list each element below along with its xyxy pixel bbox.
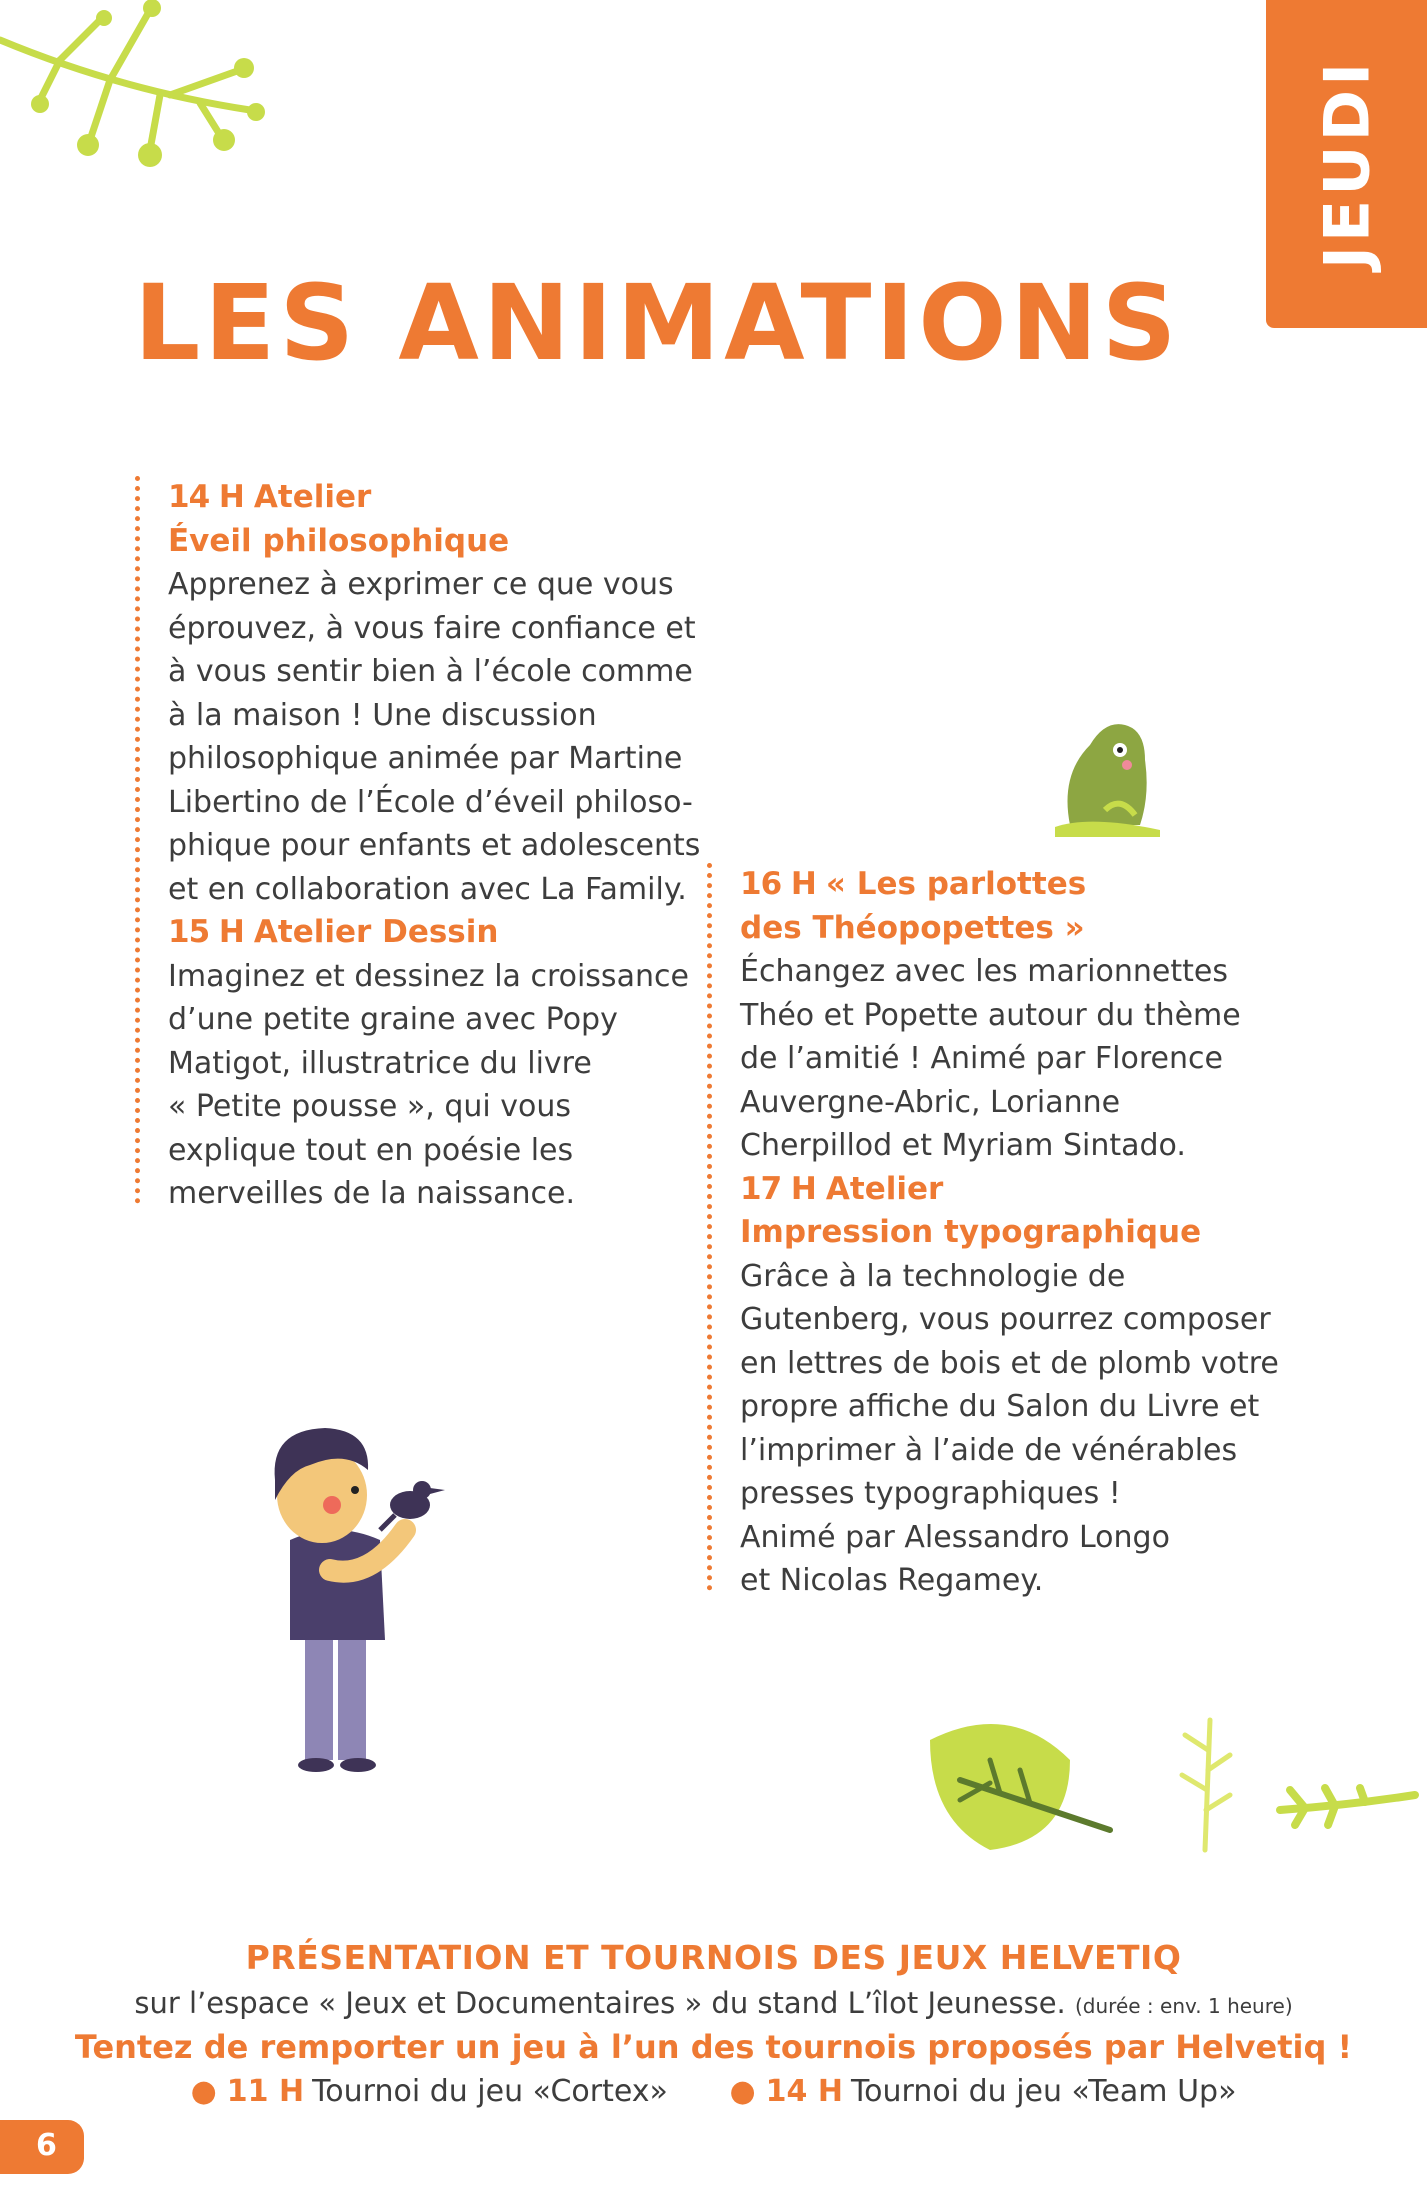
tournament-label: Tournoi du jeu «Cortex» <box>312 2074 668 2109</box>
event-hour: 16 H <box>740 866 816 902</box>
branch-illustration-top-left <box>0 0 280 180</box>
tournament-hour: 11 H <box>226 2074 305 2109</box>
event-title-line: Atelier Dessin <box>253 914 499 950</box>
day-tab <box>1266 0 1427 328</box>
event-title-line: Atelier <box>825 1170 944 1207</box>
frog-illustration <box>1050 715 1165 840</box>
helvetiq-title: PRÉSENTATION ET TOURNOIS DES JEUX HELVETIQ <box>245 1938 1182 1977</box>
event-heading <box>740 1168 1320 1212</box>
event-description: Échangez avec les marionnettes Théo et Popette autour du thème de l’amitié ! Animé par Florence Auvergne-Abric, Lorianne Cherpillod et Myriam Sintado. <box>740 954 1241 1163</box>
event-heading <box>168 911 738 955</box>
event-title-line: des Théopopettes » <box>740 909 1085 946</box>
event-item <box>740 863 1320 1168</box>
tournament-item <box>191 2074 668 2109</box>
event-title-line: Éveil philosophique <box>168 522 510 559</box>
events-column-left <box>135 476 738 1211</box>
helvetiq-location-text: sur l’espace « Jeux et Documentaires » du stand L’îlot Jeunesse. <box>134 1986 1066 2020</box>
boy-with-bird-illustration <box>250 1410 450 1780</box>
leaves-illustration <box>920 1700 1420 1870</box>
bullet-icon: ● <box>190 2074 217 2109</box>
event-hour: 14 H <box>168 479 244 515</box>
events-column-right <box>707 863 1320 1598</box>
event-item <box>168 911 738 1216</box>
bullet-icon: ● <box>729 2074 756 2109</box>
page-title: LES ANIMATIONS <box>134 262 1181 384</box>
event-item <box>168 476 738 911</box>
page-number-tab <box>0 2120 84 2174</box>
page-number: 6 <box>36 2128 57 2163</box>
event-description: Grâce à la technologie de Gutenberg, vous pourrez composer en lettres de bois et de plomb votre propre affiche du Salon du Livre et l’imprimer à l’aide de vénérables presses typographiques ! Animé par Alessandro Longo et Nicolas Regamey. <box>740 1258 1279 1598</box>
event-item <box>740 1168 1320 1603</box>
event-hour: 15 H <box>168 914 244 950</box>
tournament-list <box>0 2074 1427 2109</box>
helvetiq-call-to-action: Tentez de remporter un jeu à l’un des tournois proposés par Helvetiq ! <box>74 2028 1353 2066</box>
event-hour: 17 H <box>740 1170 816 1207</box>
helvetiq-duration: (durée : env. 1 heure) <box>1075 1994 1293 2018</box>
tournament-label: Tournoi du jeu «Team Up» <box>850 2074 1237 2109</box>
day-label: JEUDI <box>1310 58 1383 270</box>
tournament-item <box>729 2074 1236 2109</box>
event-title-line: Impression typographique <box>740 1214 1202 1250</box>
event-description: Imaginez et dessinez la croissance d’une petite graine avec Popy Matigot, illustratrice du livre « Petite pousse », qui vous explique tout en poésie les merveilles de la naissance. <box>168 958 689 1211</box>
helvetiq-location <box>0 1986 1427 2020</box>
event-heading <box>168 476 738 520</box>
event-title-line: « Les parlottes <box>825 866 1087 902</box>
tournament-hour: 14 H <box>765 2074 843 2109</box>
event-description: Apprenez à exprimer ce que vous éprouvez, à vous faire confiance et à vous sentir bien à l’école comme à la maison ! Une discussion philosophique animée par Martine Libertino de l’École d’éveil philoso- phique pour enfants et adolescents et en collaboration avec La Family. <box>168 567 701 907</box>
event-title-line: Atelier <box>253 479 372 515</box>
event-heading <box>740 863 1320 907</box>
